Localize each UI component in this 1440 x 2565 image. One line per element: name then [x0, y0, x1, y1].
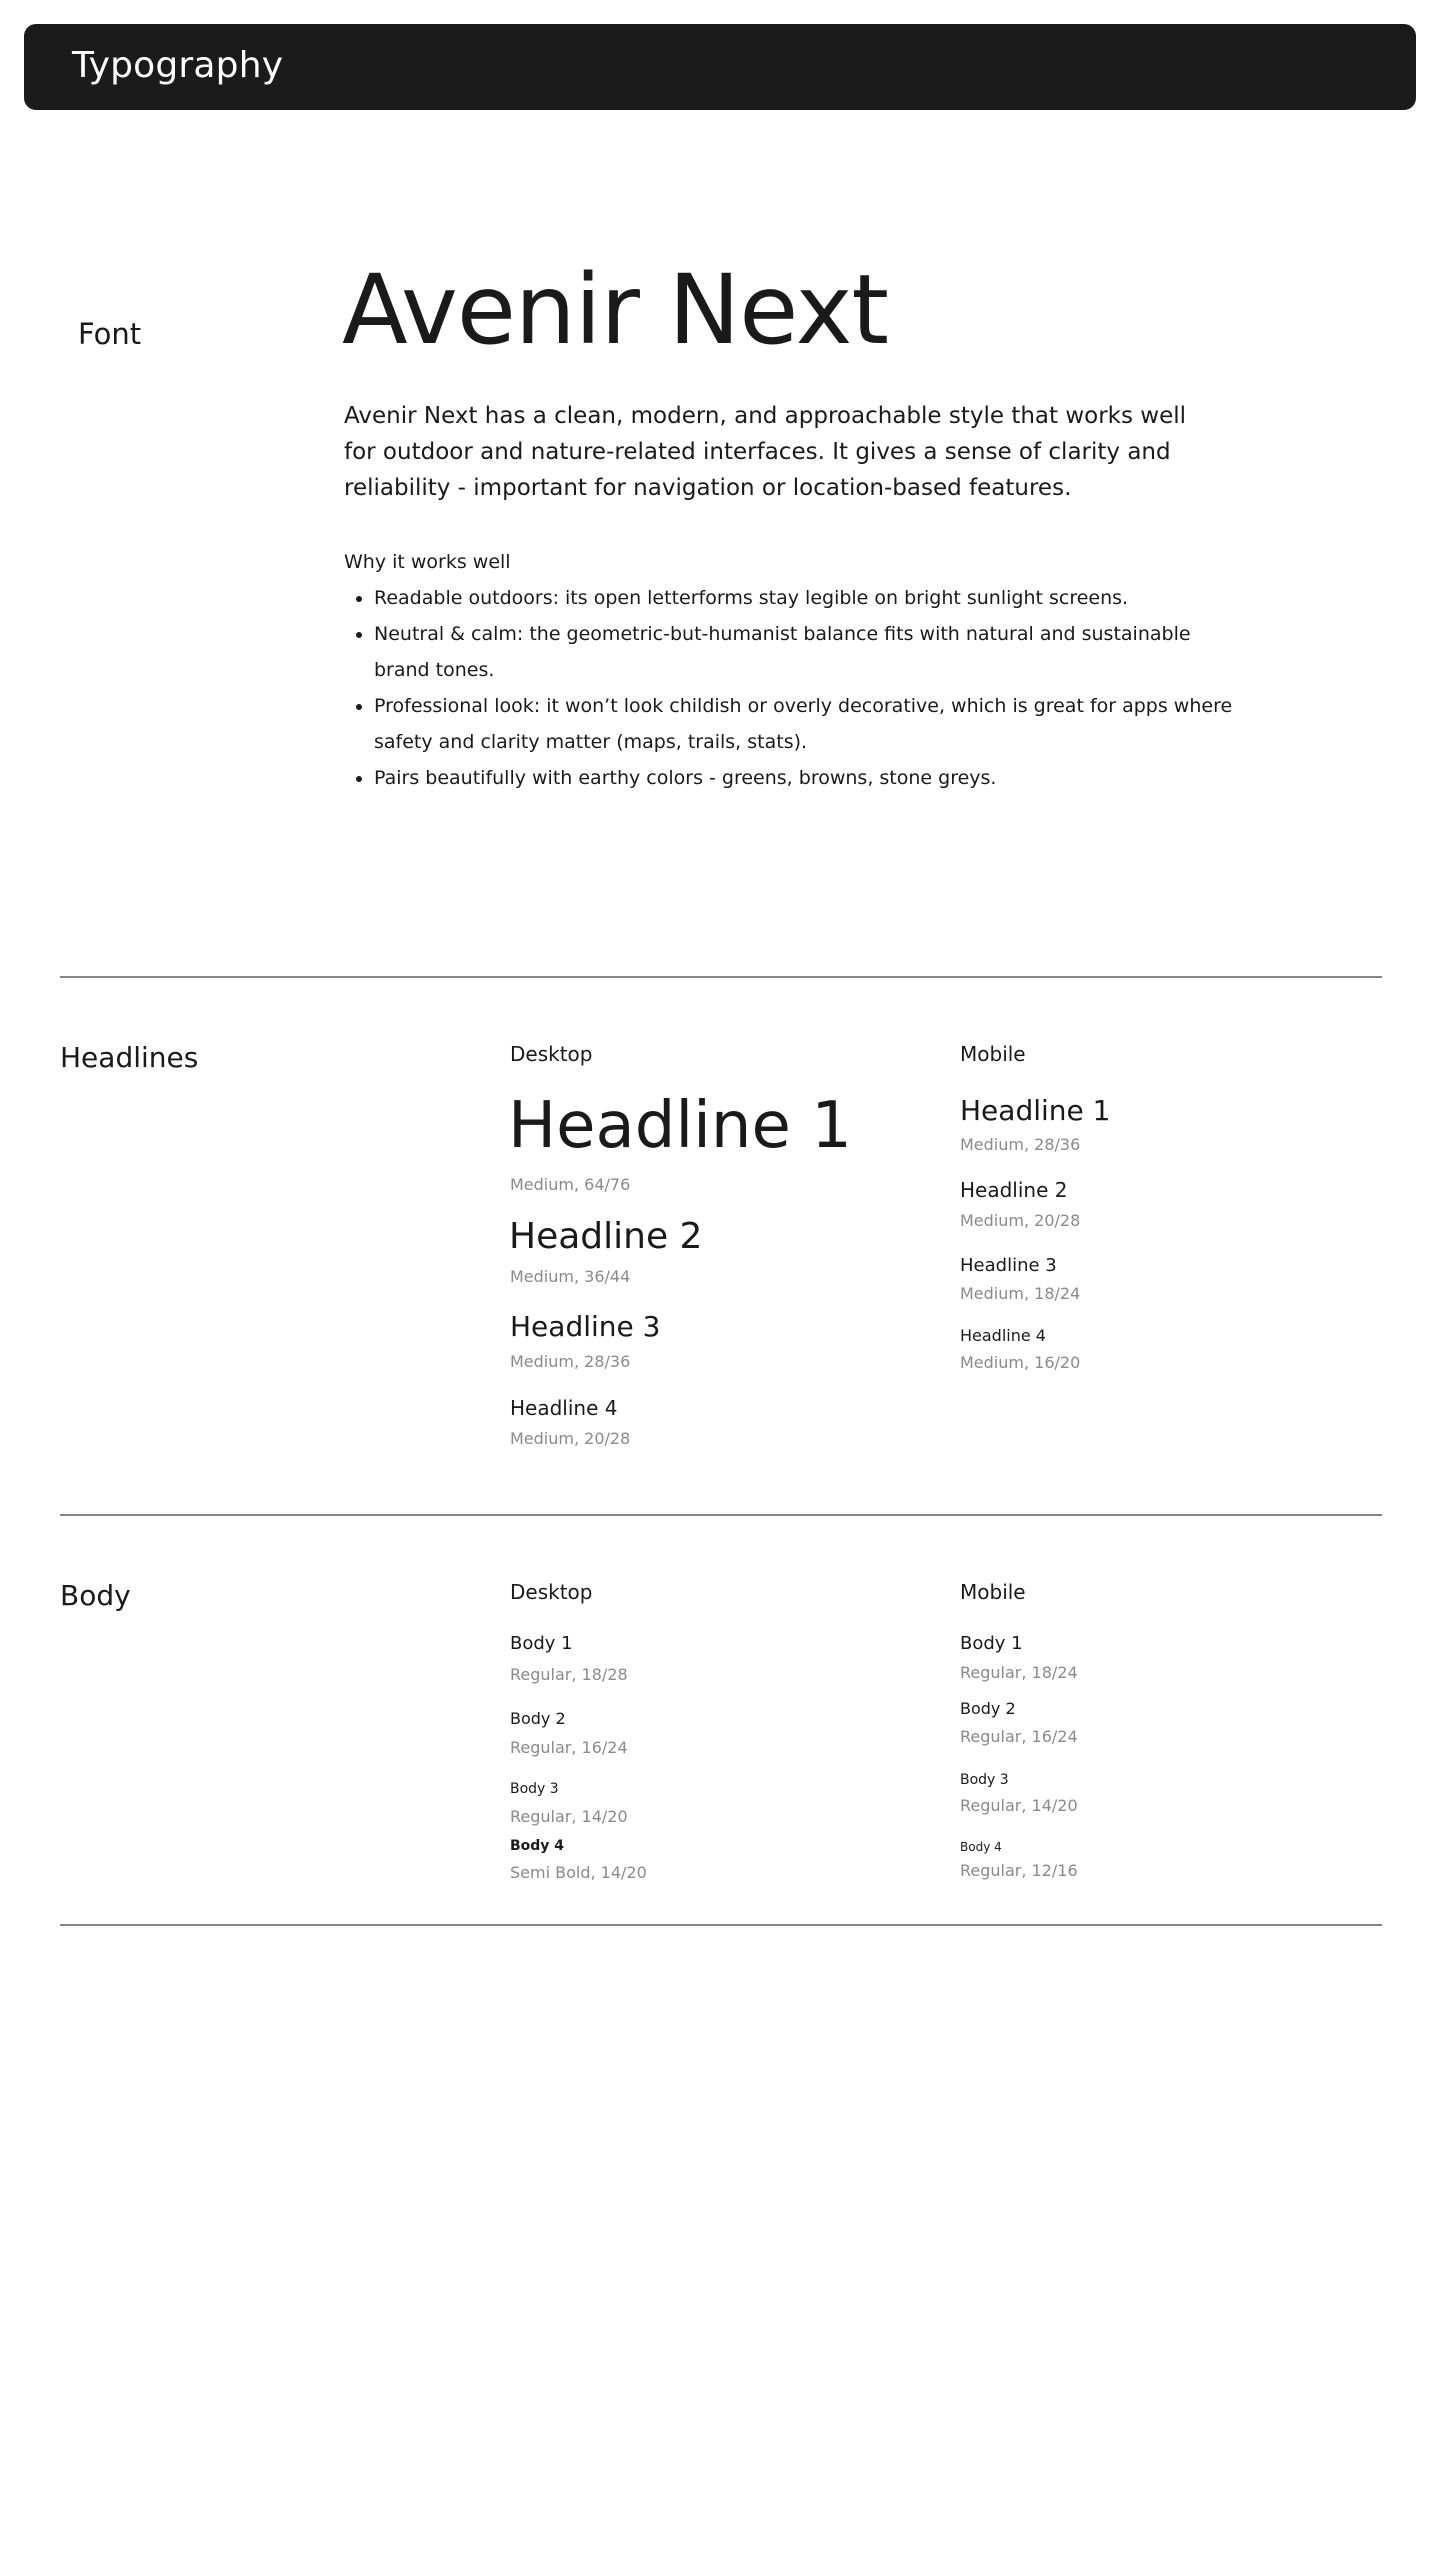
desktop-body-2-sample: Body 2	[510, 1709, 566, 1728]
desktop-headline-1-spec: Medium, 64/76	[510, 1175, 631, 1194]
desktop-body-4-sample: Body 4	[510, 1838, 565, 1854]
font-description: Avenir Next has a clean, modern, and approachable style that works well for outdoor and nature-related interfaces. It gives a sense of clarity and reliability - important for navigation or location-based features.	[344, 403, 1187, 501]
desktop-body-3-sample: Body 3	[510, 1781, 559, 1797]
reason-item: • Professional look: it won’t look childish or overly decorative, which is great for apps where safety and clarity matter (maps, trails, stats).	[374, 688, 1244, 760]
font-name-sample: Avenir Next	[342, 254, 889, 366]
desktop-body-3-spec: Regular, 14/20	[510, 1807, 628, 1826]
desktop-headline-4-sample: Headline 4	[510, 1396, 618, 1420]
why-it-works-block	[344, 544, 1244, 796]
desktop-headline-3-spec: Medium, 28/36	[510, 1352, 631, 1371]
desktop-body-1-sample: Body 1	[510, 1633, 573, 1654]
mobile-body-3-spec: Regular, 14/20	[960, 1796, 1078, 1815]
mobile-headline-2-spec: Medium, 20/28	[960, 1211, 1081, 1230]
why-title: Why it works well	[344, 551, 511, 573]
mobile-body-4-spec: Regular, 12/16	[960, 1861, 1078, 1880]
desktop-body-4-spec: Semi Bold, 14/20	[510, 1863, 647, 1882]
page-header	[24, 24, 1416, 110]
page-title: Typography	[72, 45, 284, 86]
reasons-list	[344, 580, 1244, 796]
desktop-headline-2-sample: Headline 2	[509, 1216, 703, 1257]
mobile-body-2-spec: Regular, 16/24	[960, 1727, 1078, 1746]
body-mobile-column-title: Mobile	[960, 1580, 1026, 1604]
desktop-headline-4-spec: Medium, 20/28	[510, 1429, 631, 1448]
mobile-body-1-sample: Body 1	[960, 1633, 1023, 1654]
body-desktop-column-title: Desktop	[510, 1580, 593, 1604]
mobile-headline-4-spec: Medium, 16/20	[960, 1353, 1081, 1372]
mobile-body-4-sample: Body 4	[960, 1840, 1002, 1854]
section-divider	[60, 976, 1382, 978]
headlines-mobile-column-title: Mobile	[960, 1042, 1026, 1066]
desktop-body-2-spec: Regular, 16/24	[510, 1738, 628, 1757]
section-divider	[60, 1514, 1382, 1516]
headlines-desktop-column-title: Desktop	[510, 1042, 593, 1066]
mobile-headline-3-sample: Headline 3	[960, 1255, 1057, 1276]
desktop-headline-2-spec: Medium, 36/44	[510, 1267, 631, 1286]
reason-item: • Neutral & calm: the geometric-but-humanist balance fits with natural and sustainable brand tones.	[374, 616, 1244, 688]
mobile-headline-2-sample: Headline 2	[960, 1178, 1068, 1202]
headlines-section-label: Headlines	[60, 1041, 199, 1074]
mobile-body-1-spec: Regular, 18/24	[960, 1663, 1078, 1682]
font-section-label: Font	[78, 317, 142, 351]
mobile-headline-3-spec: Medium, 18/24	[960, 1284, 1081, 1303]
mobile-headline-1-spec: Medium, 28/36	[960, 1135, 1081, 1154]
mobile-headline-4-sample: Headline 4	[960, 1326, 1046, 1345]
reason-item: • Readable outdoors: its open letterforms stay legible on bright sunlight screens.	[374, 580, 1244, 616]
reason-item: • Pairs beautifully with earthy colors - greens, browns, stone greys.	[374, 760, 1244, 796]
desktop-headline-1-sample: Headline 1	[508, 1089, 852, 1163]
desktop-headline-3-sample: Headline 3	[510, 1310, 661, 1343]
body-section-label: Body	[60, 1579, 131, 1612]
mobile-body-2-sample: Body 2	[960, 1699, 1016, 1718]
desktop-body-1-spec: Regular, 18/28	[510, 1665, 628, 1684]
mobile-body-3-sample: Body 3	[960, 1772, 1009, 1788]
mobile-headline-1-sample: Headline 1	[960, 1094, 1111, 1127]
section-divider	[60, 1924, 1382, 1926]
